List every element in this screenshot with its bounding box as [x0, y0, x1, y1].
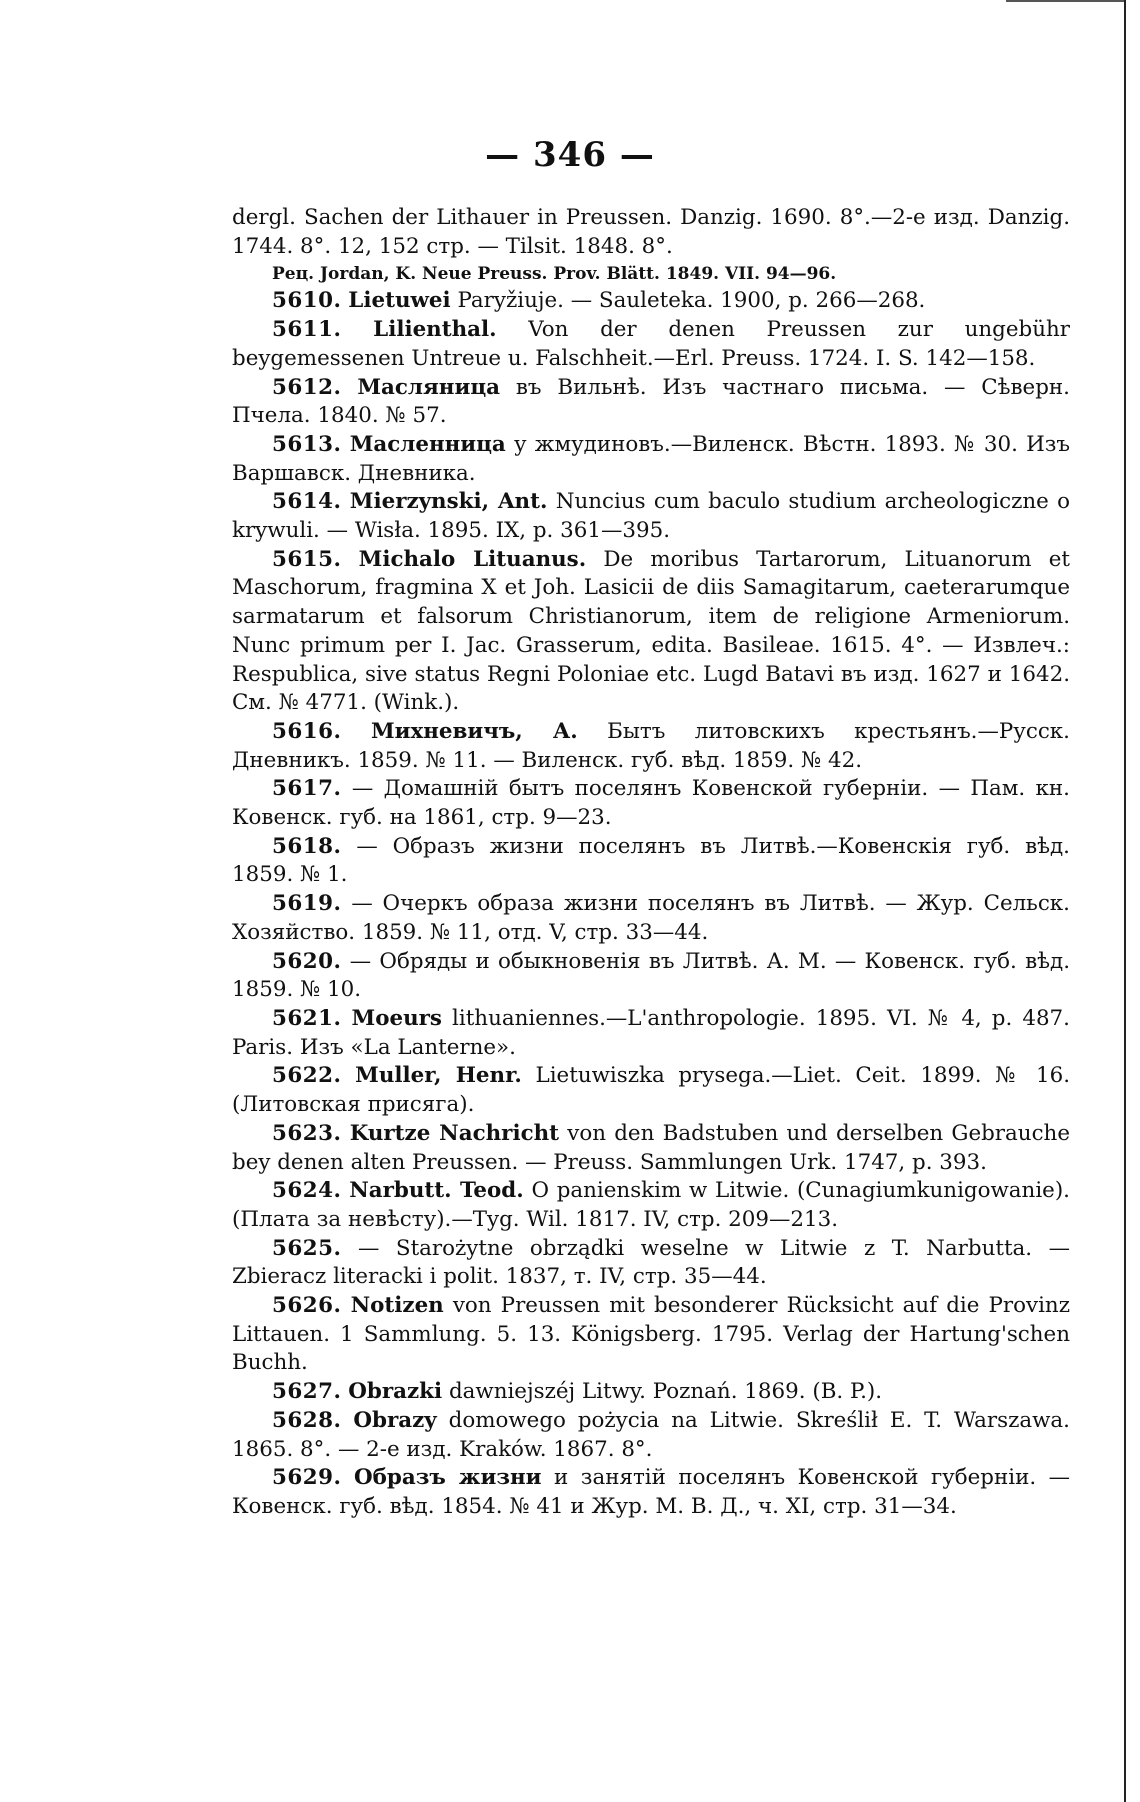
entry-5610 [232, 287, 1070, 316]
entry-5625 [232, 1235, 1070, 1292]
entry-author: Moeurs [351, 1005, 442, 1031]
entry-number: 5619. [272, 891, 342, 917]
entry-text: Lietuwiszka prysega.—Liet. Ceit. 1899. № 16. (Литовская присяга). [232, 1063, 1070, 1118]
entry-text: — Домашній бытъ поселянъ Ковенской губерніи. — Пам. кн. Ковенск. губ. на 1861, стр. 9—23. [232, 776, 1070, 831]
entry-number: 5629. [272, 1465, 342, 1491]
entry-5615 [232, 546, 1070, 718]
entry-text: Nuncius cum baculo studium archeologiczne o krywuli. — Wisła. 1895. IX, p. 361—395. [232, 489, 1070, 544]
entry-text: Бытъ литовскихъ крестьянъ.—Русск. Дневникъ. 1859. № 11. — Виленск. губ. вѣд. 1859. № 42. [232, 718, 1070, 773]
entry-number: 5628. [272, 1407, 342, 1433]
entry-5620 [232, 948, 1070, 1005]
entry-number: 5618. [272, 833, 342, 859]
entry-number: 5626. [272, 1293, 342, 1319]
entry-5621 [232, 1005, 1070, 1062]
entry-text: — Обряды и обыкновенія въ Литвѣ. А. М. — Ковенск. губ. вѣд. 1859. № 10. [232, 948, 1070, 1003]
entry-author: Obrazki [348, 1379, 443, 1405]
entry-number: 5621. [272, 1005, 342, 1031]
entry-text: — Starożytne obrządki weselne w Litwie z T. Narbutta. — Zbieracz literacki i polit. 1837, т. IV, стр. 35—44. [232, 1235, 1070, 1290]
entry-author: Michalo Lituanus. [358, 546, 587, 572]
entry-text: въ Вильнѣ. Изъ частнаго письма. — Сѣверн. Пчела. 1840. № 57. [232, 374, 1070, 429]
entry-number: 5615. [272, 546, 342, 572]
entry-number: 5617. [272, 776, 342, 802]
entry-5627 [232, 1378, 1070, 1407]
scan-edge-top [1006, 0, 1126, 2]
entry-author: Muller, Henr. [355, 1063, 522, 1089]
entry-continuation: dergl. Sachen der Lithauer in Preussen. Danzig. 1690. 8°.—2-е изд. Danzig. 1744. 8°. 12, 152 стр. — Tilsit. 1848. 8°. [232, 205, 1070, 259]
entry-author: Lietuwei [348, 288, 451, 314]
entry-5629 [232, 1464, 1070, 1521]
entry-number: 5611. [272, 317, 342, 343]
entry-text: O panienskim w Litwie. (Cunagiumkunigowanie). (Плата за невѣсту).—Tyg. Wil. 1817. IV, стр. 209—213. [232, 1178, 1070, 1232]
entry-author: Obrazy [353, 1407, 437, 1433]
entry-5623 [232, 1120, 1070, 1177]
entry-author: Масленница [349, 431, 506, 457]
entry-text: и занятій поселянъ Ковенской губерніи. — Ковенск. губ. вѣд. 1854. № 41 и Жур. М. В. Д., ч. XI, стр. 31—34. [232, 1465, 1070, 1519]
review-reference: Рец. Jordan, K. Neue Preuss. Prov. Blätt. 1849. VII. 94—96. [272, 264, 837, 285]
entry-number: 5625. [272, 1235, 342, 1261]
entry-5618 [232, 833, 1070, 890]
entry-5617 [232, 775, 1070, 832]
entry-author: Mierzynski, Ant. [349, 489, 548, 515]
entry-number: 5622. [272, 1063, 342, 1089]
entry-5622 [232, 1062, 1070, 1119]
entry-text: lithuaniennes.—L'anthropologie. 1895. VI. № 4, p. 487. Paris. Изъ «La Lanterne». [232, 1005, 1070, 1060]
entry-5611 [232, 316, 1070, 373]
page-number: — 346 — [485, 135, 655, 175]
entry-text: von Preussen mit besonderer Rücksicht auf die Provinz Littauen. 1 Sammlung. 5. 13. Königsberg. 1795. Verlag der Hartung'schen Buchh. [232, 1293, 1070, 1376]
entry-author: Kurtze Nachricht [349, 1120, 560, 1146]
entry-author: Масляница [357, 374, 500, 400]
entry-text: De moribus Tartarorum, Lituanorum et Maschorum, fragmina X et Joh. Lasicii de diis Samagitarum, caeterarumque sarmatarum et falsorum Christianorum, item de religione Armeniorum. Nunc primum per I. Jac. Grasserum, edita. Basileae. 1615. 4°. — Извлеч.: Respublica, sive status Regni Poloniae etc. Lugd Batavi въ изд. 1627 и 1642. См. № 4771. (Wink.). [232, 546, 1070, 716]
entry-number: 5620. [272, 948, 342, 974]
entry-author: Lilienthal. [373, 317, 497, 343]
entry-text: domowego pożycia na Litwie. Skreślił E. T. Warszawa. 1865. 8°. — 2-е изд. Kraków. 1867. 8°. [232, 1407, 1070, 1462]
entry-5612 [232, 374, 1070, 431]
entry-5619 [232, 890, 1070, 947]
entry-5626 [232, 1292, 1070, 1378]
entry-text: — Очеркъ образа жизни поселянъ въ Литвѣ. — Жур. Сельск. Хозяйство. 1859. № 11, отд. V, стр. 33—44. [232, 891, 1070, 945]
entry-5613 [232, 431, 1070, 488]
entry-number: 5627. [272, 1379, 342, 1405]
entry-author: Narbutt. Teod. [349, 1178, 524, 1204]
entry-number: 5610. [272, 288, 342, 314]
entry-text: у жмудиновъ.—Виленск. Вѣстн. 1893. № 30. Изъ Варшавск. Дневника. [232, 431, 1070, 486]
entry-5628 [232, 1407, 1070, 1464]
bibliography-list [232, 204, 1070, 1522]
entry-number: 5613. [272, 431, 342, 457]
entry-5614 [232, 488, 1070, 545]
entry-5624 [232, 1177, 1070, 1234]
entry-number: 5614. [272, 489, 342, 515]
entry-author: Notizen [350, 1293, 444, 1319]
entry-number: 5616. [272, 718, 342, 744]
entry-text: von den Badstuben und derselben Gebrauche bey denen alten Preussen. — Preuss. Sammlungen Urk. 1747, p. 393. [232, 1120, 1070, 1175]
entry-author: Образъ жизни [353, 1465, 542, 1491]
entry-number: 5624. [272, 1178, 342, 1204]
entry-number: 5623. [272, 1120, 342, 1146]
entry-5616 [232, 718, 1070, 775]
entry-text: — Образъ жизни поселянъ въ Литвѣ.—Ковенскія губ. вѣд. 1859. № 1. [232, 833, 1070, 888]
entry-text: dawniejszéj Litwy. Poznań. 1869. (B. P.). [448, 1379, 883, 1405]
entry-author: Михневичъ, А. [370, 718, 578, 744]
entry-text: Paryžiuje. — Sauletеka. 1900, p. 266—268. [457, 288, 926, 314]
entry-text: Von der denen Preussen zur ungebühr beygemessenen Untreue u. Falschheit.—Erl. Preuss. 1724. I. S. 142—158. [232, 317, 1070, 371]
scan-edge-right [1124, 0, 1126, 1802]
entry-number: 5612. [272, 374, 342, 400]
